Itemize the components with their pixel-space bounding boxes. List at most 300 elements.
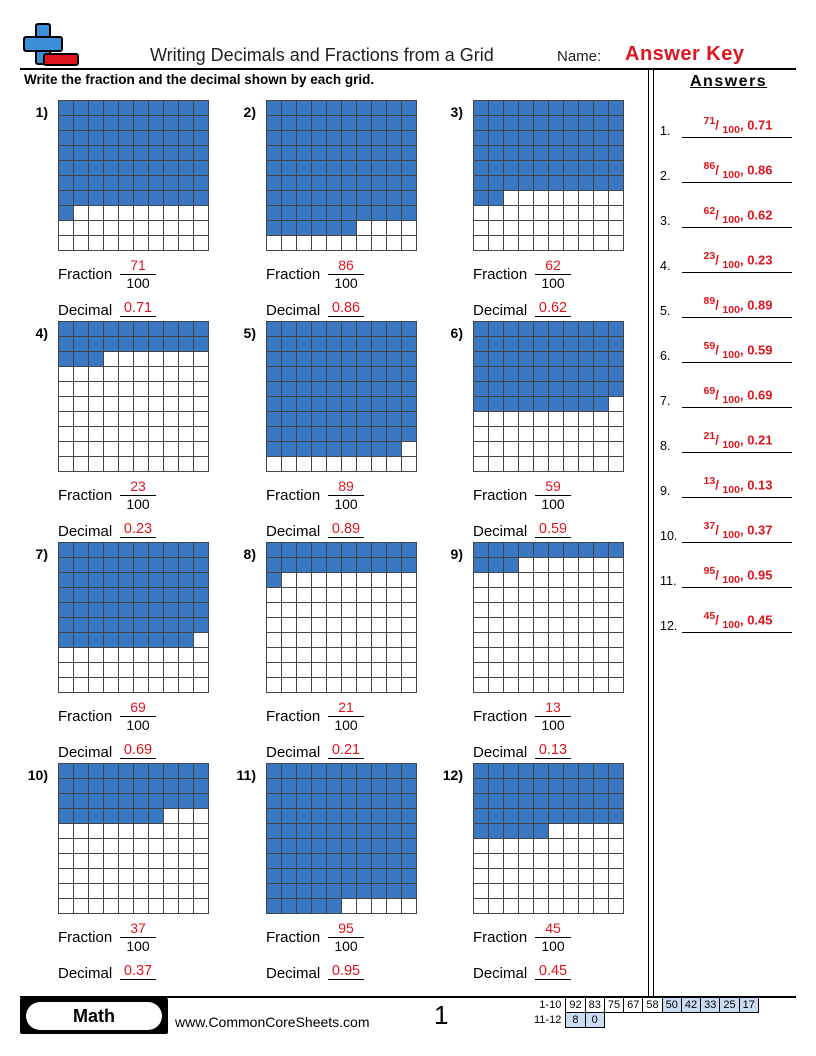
grid-cell-shaded: [297, 382, 312, 397]
grid-cell-shaded: [387, 809, 402, 824]
grid-cell: [74, 678, 89, 693]
grid-cell-shaded: [119, 116, 134, 131]
grid-cell: [89, 854, 104, 869]
grid-cell: [489, 618, 504, 633]
grid-cell-shaded: [297, 884, 312, 899]
grid-cell-shaded: [372, 161, 387, 176]
grid-cell: [579, 412, 594, 427]
grid-cell-shaded: [357, 442, 372, 457]
grid-cell: [149, 824, 164, 839]
grid-cell-shaded: [327, 809, 342, 824]
grid-cell-shaded: [387, 191, 402, 206]
grid-cell: [134, 839, 149, 854]
answer-decimal: 0.37: [747, 522, 773, 538]
grid-cell: [282, 663, 297, 678]
grid-cell: [357, 457, 372, 472]
grid-cell: [104, 663, 119, 678]
grid-cell: [549, 869, 564, 884]
grid-cell-shaded: [372, 367, 387, 382]
grid-cell: [327, 618, 342, 633]
grid-cell-shaded: [104, 101, 119, 116]
answer-line: [682, 497, 792, 498]
grid-cell: [474, 854, 489, 869]
grid-cell-shaded: [194, 573, 209, 588]
grid-cell-shaded: [312, 191, 327, 206]
fraction-answer: [328, 920, 364, 955]
problem-12: [443, 763, 643, 983]
decimal-label: Decimal: [473, 302, 528, 319]
hundred-grid: [266, 321, 417, 472]
score-cell: 25: [720, 998, 739, 1013]
fraction-numerator: 37: [120, 920, 156, 938]
grid-cell: [372, 457, 387, 472]
grid-cell: [179, 236, 194, 251]
grid-cell-shaded: [549, 809, 564, 824]
grid-cell-shaded: [59, 161, 74, 176]
answer-decimal: 0.86: [747, 162, 773, 178]
grid-cell-shaded: [342, 322, 357, 337]
grid-cell-shaded: [519, 131, 534, 146]
grid-cell-shaded: [327, 869, 342, 884]
grid-cell-shaded: [594, 146, 609, 161]
answer-number: 8.: [660, 439, 671, 453]
grid-cell: [549, 618, 564, 633]
fraction-denominator: 100: [541, 938, 565, 954]
fraction-denominator: 100: [541, 717, 565, 733]
grid-cell: [549, 588, 564, 603]
grid-cell: [594, 412, 609, 427]
fraction-answer: [120, 699, 156, 734]
grid-cell-shaded: [59, 337, 74, 352]
grid-cell-shaded: [89, 131, 104, 146]
grid-cell: [194, 367, 209, 382]
grid-cell: [312, 457, 327, 472]
answer-denominator: 100: [722, 574, 740, 586]
grid-cell: [267, 603, 282, 618]
grid-cell-shaded: [134, 809, 149, 824]
grid-cell: [194, 899, 209, 914]
grid-cell-shaded: [149, 161, 164, 176]
fraction-answer: [328, 478, 364, 513]
grid-cell-shaded: [549, 794, 564, 809]
grid-cell-shaded: [387, 869, 402, 884]
grid-cell-shaded: [312, 116, 327, 131]
grid-cell-shaded: [504, 382, 519, 397]
answer-denominator: 100: [722, 304, 740, 316]
grid-cell-shaded: [282, 101, 297, 116]
grid-cell-shaded: [104, 588, 119, 603]
grid-cell-shaded: [564, 352, 579, 367]
grid-cell: [504, 221, 519, 236]
grid-cell: [149, 869, 164, 884]
grid-cell: [594, 884, 609, 899]
grid-cell: [267, 633, 282, 648]
answer-decimal: 0.13: [747, 477, 773, 493]
fraction-numerator: 69: [120, 699, 156, 717]
grid-cell: [119, 427, 134, 442]
answer-line: [682, 452, 792, 453]
grid-cell: [179, 884, 194, 899]
grid-cell-shaded: [312, 101, 327, 116]
grid-cell-shaded: [504, 131, 519, 146]
column-divider: [648, 70, 649, 996]
grid-cell-shaded: [564, 397, 579, 412]
decimal-answer: 0.37: [120, 963, 156, 980]
grid-cell: [579, 457, 594, 472]
grid-cell: [609, 236, 624, 251]
grid-cell-shaded: [327, 206, 342, 221]
grid-cell: [194, 824, 209, 839]
grid-cell: [194, 839, 209, 854]
grid-cell-shaded: [519, 352, 534, 367]
answer-number: 9.: [660, 484, 671, 498]
grid-cell: [474, 206, 489, 221]
grid-cell: [179, 854, 194, 869]
grid-cell-shaded: [357, 884, 372, 899]
grid-cell-shaded: [387, 116, 402, 131]
grid-cell-shaded: [402, 558, 417, 573]
grid-cell: [104, 899, 119, 914]
grid-cell-shaded: [149, 322, 164, 337]
grid-cell-shaded: [387, 322, 402, 337]
grid-cell: [579, 884, 594, 899]
grid-cell-shaded: [149, 573, 164, 588]
grid-cell: [504, 206, 519, 221]
grid-cell: [104, 442, 119, 457]
grid-cell-shaded: [342, 176, 357, 191]
grid-cell-shaded: [267, 854, 282, 869]
grid-cell-shaded: [579, 337, 594, 352]
grid-cell: [327, 236, 342, 251]
grid-cell-shaded: [104, 794, 119, 809]
grid-cell: [104, 367, 119, 382]
grid-cell-shaded: [89, 573, 104, 588]
grid-cell-shaded: [534, 779, 549, 794]
grid-cell-shaded: [372, 176, 387, 191]
problem-number: 7): [35, 546, 48, 562]
grid-cell: [549, 191, 564, 206]
grid-cell: [134, 442, 149, 457]
answer-row: [660, 339, 792, 363]
grid-cell-shaded: [267, 367, 282, 382]
grid-cell-shaded: [267, 397, 282, 412]
grid-cell-shaded: [149, 146, 164, 161]
grid-cell: [609, 603, 624, 618]
grid-cell-shaded: [179, 131, 194, 146]
grid-cell-shaded: [297, 146, 312, 161]
grid-cell-shaded: [312, 131, 327, 146]
grid-cell: [134, 884, 149, 899]
grid-cell: [119, 412, 134, 427]
grid-cell-shaded: [134, 779, 149, 794]
grid-cell: [372, 603, 387, 618]
grid-cell: [534, 869, 549, 884]
answer-denominator: 100: [722, 439, 740, 451]
grid-cell: [282, 588, 297, 603]
grid-cell-shaded: [282, 191, 297, 206]
grid-cell: [194, 442, 209, 457]
grid-cell: [519, 603, 534, 618]
answer-value: $^{59}$/ $_{100}$, 0.59: [703, 340, 773, 361]
grid-cell: [372, 663, 387, 678]
grid-cell-shaded: [164, 176, 179, 191]
grid-cell: [149, 457, 164, 472]
grid-cell-shaded: [104, 543, 119, 558]
grid-cell: [372, 633, 387, 648]
grid-cell: [474, 633, 489, 648]
grid-cell: [534, 663, 549, 678]
grid-cell: [579, 191, 594, 206]
grid-cell-shaded: [194, 101, 209, 116]
grid-cell: [504, 633, 519, 648]
grid-cell: [59, 824, 74, 839]
grid-cell: [579, 678, 594, 693]
grid-cell-shaded: [327, 382, 342, 397]
answer-value: $^{23}$/ $_{100}$, 0.23: [703, 250, 773, 271]
grid-cell: [549, 412, 564, 427]
grid-cell-shaded: [74, 603, 89, 618]
grid-cell-shaded: [297, 543, 312, 558]
grid-cell-shaded: [267, 116, 282, 131]
grid-cell-shaded: [474, 101, 489, 116]
grid-cell: [134, 412, 149, 427]
grid-cell-shaded: [489, 543, 504, 558]
grid-cell: [164, 442, 179, 457]
grid-cell-shaded: [402, 839, 417, 854]
answer-numerator: 71: [703, 115, 716, 128]
grid-cell-shaded: [609, 367, 624, 382]
grid-cell: [519, 618, 534, 633]
grid-cell-shaded: [282, 899, 297, 914]
answer-row: [660, 609, 792, 633]
grid-cell-shaded: [372, 101, 387, 116]
grid-cell-shaded: [342, 337, 357, 352]
grid-cell: [164, 663, 179, 678]
grid-cell-shaded: [267, 131, 282, 146]
grid-cell-shaded: [134, 794, 149, 809]
grid-cell: [534, 648, 549, 663]
grid-cell-shaded: [74, 116, 89, 131]
fraction-denominator: 100: [541, 275, 565, 291]
grid-cell-shaded: [89, 558, 104, 573]
grid-cell-shaded: [342, 382, 357, 397]
grid-cell: [149, 442, 164, 457]
answer-line: [682, 542, 792, 543]
grid-cell-shaded: [149, 337, 164, 352]
score-cell: 42: [681, 998, 700, 1013]
grid-cell: [134, 427, 149, 442]
fraction-label: Fraction: [58, 929, 113, 946]
grid-cell-shaded: [357, 543, 372, 558]
grid-cell-shaded: [579, 352, 594, 367]
grid-cell: [594, 206, 609, 221]
grid-cell-shaded: [342, 146, 357, 161]
decimal-label: Decimal: [473, 744, 528, 761]
grid-cell-shaded: [179, 794, 194, 809]
grid-cell-shaded: [609, 322, 624, 337]
grid-cell: [342, 588, 357, 603]
grid-cell: [164, 397, 179, 412]
fraction-label: Fraction: [473, 487, 528, 504]
grid-cell-shaded: [312, 146, 327, 161]
problem-number: 11): [236, 767, 256, 783]
grid-cell: [327, 633, 342, 648]
grid-cell-shaded: [267, 899, 282, 914]
grid-cell-shaded: [89, 779, 104, 794]
grid-cell-shaded: [402, 352, 417, 367]
grid-cell-shaded: [267, 884, 282, 899]
grid-cell-shaded: [282, 337, 297, 352]
fraction-numerator: 59: [535, 478, 571, 496]
grid-cell-shaded: [402, 869, 417, 884]
grid-cell-shaded: [474, 558, 489, 573]
grid-cell-shaded: [387, 824, 402, 839]
grid-cell: [179, 648, 194, 663]
problem-number: 1): [35, 104, 48, 120]
grid-cell: [579, 588, 594, 603]
grid-cell: [194, 678, 209, 693]
grid-cell-shaded: [402, 397, 417, 412]
grid-cell-shaded: [74, 618, 89, 633]
grid-cell-shaded: [327, 101, 342, 116]
grid-cell: [609, 206, 624, 221]
decimal-answer: 0.95: [328, 963, 364, 980]
grid-cell: [474, 573, 489, 588]
grid-cell-shaded: [372, 764, 387, 779]
decimal-label: Decimal: [473, 965, 528, 982]
grid-cell-shaded: [474, 161, 489, 176]
grid-cell-shaded: [74, 779, 89, 794]
grid-cell-shaded: [357, 101, 372, 116]
decimal-answer: 0.89: [328, 521, 364, 538]
grid-cell-shaded: [327, 146, 342, 161]
grid-cell-shaded: [387, 352, 402, 367]
grid-cell-shaded: [387, 884, 402, 899]
answer-number: 5.: [660, 304, 671, 318]
grid-cell: [609, 573, 624, 588]
answer-value: $^{86}$/ $_{100}$, 0.86: [703, 160, 773, 181]
grid-cell-shaded: [402, 191, 417, 206]
grid-cell-shaded: [579, 146, 594, 161]
grid-cell-shaded: [164, 573, 179, 588]
grid-cell: [194, 809, 209, 824]
grid-cell-shaded: [297, 367, 312, 382]
grid-cell-shaded: [282, 809, 297, 824]
grid-cell: [594, 588, 609, 603]
grid-cell-shaded: [489, 809, 504, 824]
score-cell: 58: [643, 998, 662, 1013]
answer-row: [660, 519, 792, 543]
grid-cell: [402, 618, 417, 633]
grid-cell: [342, 663, 357, 678]
grid-cell-shaded: [312, 221, 327, 236]
grid-cell-shaded: [104, 764, 119, 779]
grid-cell: [579, 648, 594, 663]
grid-cell-shaded: [342, 543, 357, 558]
grid-cell: [534, 442, 549, 457]
grid-cell-shaded: [59, 352, 74, 367]
answer-line: [682, 182, 792, 183]
answer-row: [660, 429, 792, 453]
grid-cell-shaded: [534, 131, 549, 146]
grid-cell: [179, 427, 194, 442]
grid-cell: [489, 648, 504, 663]
grid-cell-shaded: [387, 839, 402, 854]
answer-decimal: 0.62: [747, 207, 773, 223]
grid-cell-shaded: [534, 794, 549, 809]
grid-cell: [387, 457, 402, 472]
hundred-grid: [473, 100, 624, 251]
grid-cell: [297, 678, 312, 693]
grid-cell-shaded: [119, 779, 134, 794]
grid-cell-shaded: [579, 322, 594, 337]
grid-cell-shaded: [282, 558, 297, 573]
grid-cell: [579, 558, 594, 573]
grid-cell-shaded: [564, 794, 579, 809]
grid-cell-shaded: [372, 809, 387, 824]
decimal-label: Decimal: [473, 523, 528, 540]
grid-cell: [342, 678, 357, 693]
grid-cell: [534, 618, 549, 633]
grid-cell-shaded: [312, 412, 327, 427]
grid-cell-shaded: [489, 382, 504, 397]
fraction-answer: [120, 478, 156, 513]
grid-cell-shaded: [579, 397, 594, 412]
fraction-label: Fraction: [266, 266, 321, 283]
grid-cell-shaded: [119, 146, 134, 161]
grid-cell-shaded: [342, 809, 357, 824]
grid-cell-shaded: [74, 176, 89, 191]
grid-cell: [504, 869, 519, 884]
hundred-grid: [58, 321, 209, 472]
grid-cell-shaded: [564, 382, 579, 397]
problem-number: 6): [450, 325, 463, 341]
decimal-answer: 0.21: [328, 742, 364, 759]
grid-cell: [474, 899, 489, 914]
grid-cell: [194, 397, 209, 412]
grid-cell-shaded: [474, 146, 489, 161]
grid-cell: [342, 573, 357, 588]
grid-cell: [519, 427, 534, 442]
grid-cell: [119, 221, 134, 236]
answer-numerator: 59: [703, 340, 716, 353]
grid-cell: [104, 427, 119, 442]
grid-cell: [134, 221, 149, 236]
hundred-grid: [58, 100, 209, 251]
grid-cell-shaded: [609, 764, 624, 779]
grid-cell-shaded: [519, 779, 534, 794]
grid-cell-shaded: [357, 824, 372, 839]
grid-cell-shaded: [297, 794, 312, 809]
grid-cell-shaded: [267, 352, 282, 367]
grid-cell: [579, 573, 594, 588]
grid-cell-shaded: [474, 809, 489, 824]
grid-cell-shaded: [342, 869, 357, 884]
fraction-denominator: 100: [126, 938, 150, 954]
problem-number: 12): [442, 767, 463, 783]
grid-cell-shaded: [564, 809, 579, 824]
grid-cell-shaded: [267, 779, 282, 794]
grid-cell: [549, 899, 564, 914]
answer-value: $^{95}$/ $_{100}$, 0.95: [703, 565, 773, 586]
grid-cell-shaded: [89, 116, 104, 131]
grid-cell-shaded: [312, 427, 327, 442]
grid-cell-shaded: [282, 442, 297, 457]
grid-cell: [164, 648, 179, 663]
grid-cell-shaded: [89, 794, 104, 809]
score-cell: 33: [701, 998, 720, 1013]
grid-cell: [534, 884, 549, 899]
